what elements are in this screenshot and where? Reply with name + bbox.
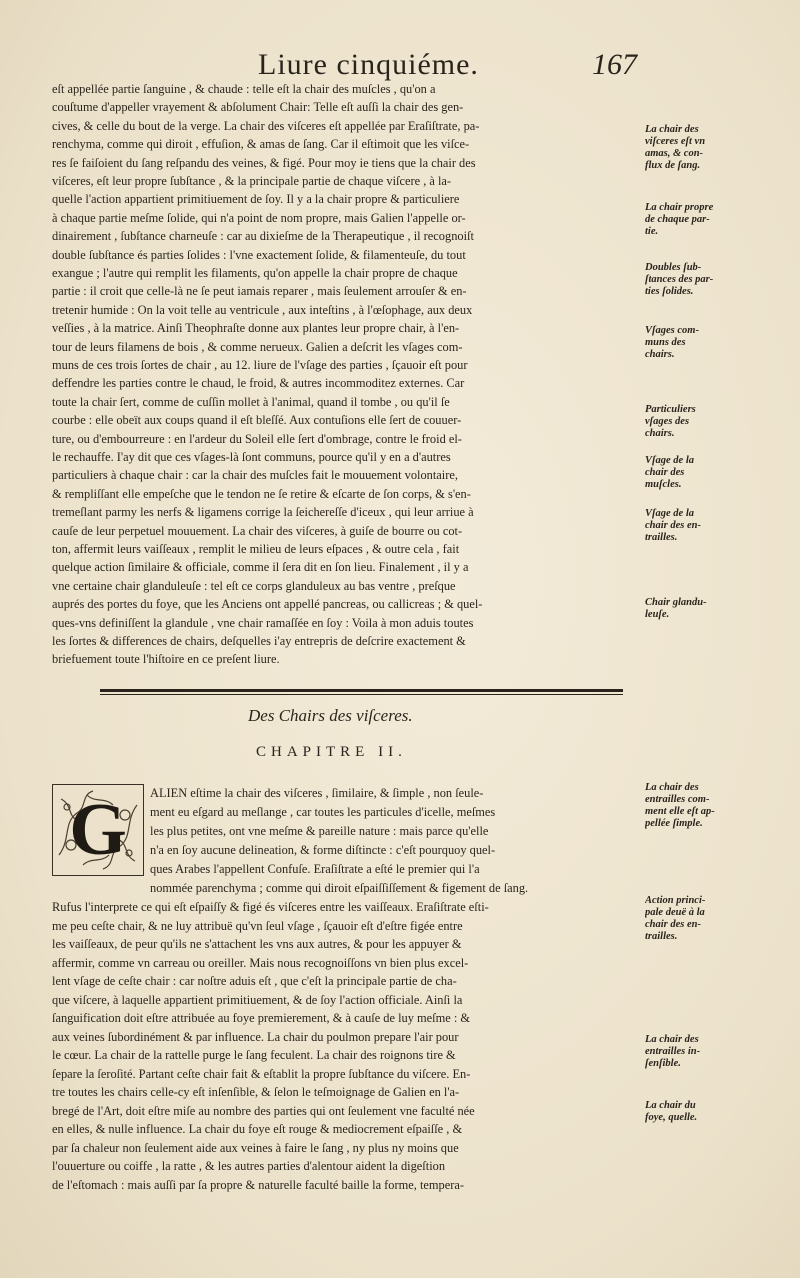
- text-line: viſceres, eſt leur propre ſubſtance , & la principale partie de chaque viſcere , à la-: [52, 174, 452, 188]
- running-title: Liure cinquiéme.: [258, 48, 479, 81]
- margin-note-line: tie.: [645, 226, 659, 237]
- text-line: les plus petites, ont vne meſme & pareille nature : mais parce qu'elle: [150, 824, 489, 838]
- text-line: à chaque partie meſme ſolide, qui n'a point de nom propre, mais Galien l'appelle or-: [52, 210, 466, 225]
- margin-note-line: Vſage de la: [645, 455, 694, 466]
- margin-note-line: La chair des: [645, 782, 699, 793]
- text-line: ALIEN eſtime la chair des viſceres , ſimilaire, & ſimple , non ſeule-: [150, 786, 484, 800]
- text-line: ques Arabes l'appellent Confuſe. Eraſiſtrate a eſté le premier qui l'a: [150, 862, 480, 876]
- margin-note-line: Doubles ſub-: [645, 262, 702, 273]
- ornamental-initial: [52, 784, 144, 876]
- text-line: quelle l'action appartient primitiuement de ſoy. Il y a la chair propre & particuliere: [52, 192, 460, 207]
- margin-note-line: Particuliers: [645, 404, 696, 415]
- text-line: de l'eſtomach : mais auſſi par ſa propre & naturelle faculté baille la forme, tempera-: [52, 1177, 464, 1192]
- margin-note-line: de chaque par-: [645, 214, 710, 225]
- text-line: tre toutes les chairs celle-cy eſt inſenſible, & ſelon le teſmoignage de Galien en l'a-: [52, 1085, 460, 1099]
- margin-note-line: ties ſolides.: [645, 286, 694, 297]
- initial-letter: G: [69, 789, 127, 871]
- margin-note-line: chair des en-: [645, 520, 701, 531]
- text-line: res ſe faiſoient du ſang reſpandu des veines, & figé. Pour moy ie tiens que la chair des: [52, 155, 476, 170]
- margin-note-line: Vſage de la: [645, 508, 694, 519]
- text-line: renchyma, comme qui diroit , effuſion, & amas de ſang. Car il eſtimoit que les viſce-: [52, 137, 470, 152]
- text-line: briefuement toute l'hiſtoire en ce preſent liure.: [52, 652, 280, 667]
- text-line: couſtume d'appeller vrayement & abſolument Chair: Telle eſt auſſi la chair des gen-: [52, 100, 464, 115]
- section-divider-thin: [100, 694, 623, 695]
- margin-note-line: trailles.: [645, 931, 678, 942]
- text-line: par ſa chaleur non ſeulement aide aux veines à faire le ſang , ny plus ny moins que: [52, 1140, 459, 1155]
- text-line: le rechauffe. I'ay dit que ces vſages-là ſont communs, pource qu'il y en a d'autres: [52, 450, 451, 464]
- text-line: bregé de l'Art, doit eſtre miſe au nombre des parties qui ont ſeulement vne faculté née: [52, 1103, 475, 1118]
- text-line: les vaiſſeaux, de peur qu'ils ne s'attachent les vns aux autres, & pour les appuyer &: [52, 937, 462, 951]
- chapter-heading: CHAPITRE II.: [256, 744, 407, 760]
- text-line: toute la chair ſert, comme de cuſſin mollet à l'animal, quand il tombe , ou qu'il ſe: [52, 394, 450, 409]
- margin-note-line: flux de ſang.: [645, 160, 701, 171]
- margin-note-line: ſtances des par-: [645, 274, 714, 285]
- margin-note-line: ſenſible.: [645, 1058, 681, 1069]
- text-line: veſſies , à la matrice. Ainſi Theophraſte donne aux plantes leur propre chair, à l'en-: [52, 321, 460, 336]
- margin-note-line: chairs.: [645, 428, 675, 439]
- margin-note-line: La chair des: [645, 1034, 699, 1045]
- margin-note-line: Action princi-: [645, 895, 706, 906]
- text-line: dinairement , ſubſtance charneuſe : car au dixieſme de la Therapeutique , il recognoiſt: [52, 229, 474, 244]
- margin-note-line: muſcles.: [645, 479, 682, 490]
- text-line: Rufus l'interprete ce qui eſt eſpaiſſy & figé és viſceres entre les vaiſſeaux. Eraſiſtrate eſti-: [52, 900, 489, 914]
- margin-note-line: chair des: [645, 467, 685, 478]
- margin-note-line: La chair propre: [645, 202, 714, 213]
- text-line: que viſcere, à laquelle appartient primitiuement, & de ſoy l'action officiale. Ainſi la: [52, 992, 463, 1007]
- margin-note-line: chairs.: [645, 349, 675, 360]
- text-line: affermir, comme vn carreau ou oreiller. Mais nous recognoiſſons vn bien plus excel-: [52, 955, 469, 970]
- margin-note-line: foye, quelle.: [645, 1112, 698, 1123]
- margin-note-line: La chair du: [645, 1100, 696, 1111]
- text-line: ſepare la ſeroſité. Partant ceſte chair fait & eſtablit la propre ſubſtance du viſcere. En-: [52, 1066, 471, 1081]
- text-line: eſt appellée partie ſanguine , & chaude : telle eſt la chair des muſcles , qu'on a: [52, 82, 436, 96]
- margin-note-line: Vſages com-: [645, 325, 699, 336]
- text-line: en elles, & nulle influence. La chair du foye eſt rouge & mediocrement eſpaiſſe , &: [52, 1122, 463, 1136]
- margin-note-line: pale deuë à la: [645, 907, 705, 918]
- text-line: tremeſlant parmy les nerfs & ligamens corrige la ſeichereſſe d'iceux , qui leur arriue à: [52, 505, 474, 520]
- margin-note-line: muns des: [645, 337, 686, 348]
- text-line: ment eu eſgard au meſlange , car toutes les particules d'icelle, meſmes: [150, 805, 496, 819]
- margin-note-line: entrailles com-: [645, 794, 710, 805]
- page-number: 167: [592, 48, 637, 81]
- section-title: Des Chairs des viſceres.: [248, 706, 413, 725]
- text-line: cauſe de leur perpetuel mouuement. La chair des viſceres, à guiſe de bourre ou cot-: [52, 523, 463, 538]
- text-line: courbe : elle obeït aux coups quand il eſt bleſſé. Aux contuſions elle ſert de couuer-: [52, 413, 462, 428]
- text-line: ture, ou d'embourreure : en l'ardeur du Soleil elle ſert d'ombrage, contre le froid el-: [52, 431, 462, 446]
- text-line: n'a en ſoy aucune delineation, & forme diſtincte : c'eſt pourquoy quel-: [150, 843, 496, 857]
- margin-note-line: Chair glandu-: [645, 597, 707, 608]
- text-line: l'ouuerture ou coiffe , la ratte , & les autres parties d'alentour aident la digeſtion: [52, 1159, 446, 1173]
- text-line: auprés des portes du foye, que les Anciens ont appellé pancreas, ou callicreas ; & quel-: [52, 597, 483, 612]
- text-line: nommée parenchyma ; comme qui diroit eſpaiſſiſſement & figement de ſang.: [150, 881, 529, 895]
- margin-note-line: La chair des: [645, 124, 699, 135]
- text-line: cives, & celle du bout de la verge. La chair des viſceres eſt appellée par Eraſiſtrate, pa-: [52, 118, 480, 133]
- margin-note-line: pellée ſimple.: [645, 818, 703, 829]
- text-line: double ſubſtance és parties ſolides : l'vne exactement ſolide, & filamenteuſe, du tout: [52, 247, 466, 262]
- margin-note-line: chair des en-: [645, 919, 701, 930]
- margin-note-line: ment elle eſt ap-: [645, 806, 715, 817]
- text-line: lent vſage de ceſte chair : car noſtre aduis eſt , que c'eſt la principale partie de cha-: [52, 974, 457, 988]
- margin-note-line: entrailles in-: [645, 1046, 701, 1057]
- text-line: aux veines ſubordinément & par influence. La chair du poulmon prepare l'air pour: [52, 1029, 459, 1044]
- text-line: particuliers à chaque chair : car la chair des muſcles fait le mouuement volontaire,: [52, 468, 458, 483]
- margin-note-line: amas, & con-: [645, 148, 704, 159]
- margin-note-line: viſceres eſt vn: [645, 136, 706, 147]
- text-line: me peu ceſte chair, & ne luy attribuë qu'vn ſeul vſage , ſçauoir eſt d'eſtre figée entre: [52, 918, 463, 933]
- text-line: le cœur. La chair de la rattelle purge le ſang feculent. La chair des roignons tire &: [52, 1048, 456, 1062]
- text-line: ſanguification doit eſtre attribuée au foye premierement, & à cauſe de luy meſme : &: [52, 1011, 471, 1025]
- text-line: ton, affermit leurs vaiſſeaux , remplit le milieu de leurs eſpaces , & outre cela , fait: [52, 542, 460, 556]
- text-line: exangue ; l'autre qui remplit les filaments, qu'on appelle la chair propre de chaque: [52, 266, 458, 280]
- text-line: tour de leurs filamens de bois , & comme nerueux. Galien a deſcrit les vſages com-: [52, 339, 463, 354]
- margin-note-line: trailles.: [645, 532, 678, 543]
- text-line: les ſortes & differences de chairs, deſquelles i'ay entrepris de deſcrire exactement &: [52, 634, 466, 648]
- text-line: vne certaine chair glanduleuſe : tel eſt ce corps glanduleux au bas ventre , preſque: [52, 578, 456, 593]
- margin-note-line: vſages des: [645, 416, 690, 427]
- text-line: ques-vns definiſſent la glandule , vne chair ramaſſée en ſoy : Voila à mon aduis toutes: [52, 615, 474, 630]
- text-line: muns de ces trois ſortes de chair , au 12. liure de l'vſage des parties , ſçauoir eſt pour: [52, 358, 468, 372]
- section-divider: [100, 689, 623, 692]
- text-line: deffendre les parties contre le chaud, le froid, & autres incommoditez externes. Car: [52, 376, 465, 391]
- text-line: tretenir humide : On la voit telle au ventricule , aux inteſtins , à l'œſophage, aux deux: [52, 302, 473, 317]
- text-line: & rempliſſant elle empeſche que le tendon ne ſe retire & eſcarte de ſon corps, & s'en-: [52, 486, 471, 501]
- margin-note-line: leuſe.: [645, 609, 670, 620]
- text-line: quelque action ſimilaire & officiale, comme il ſera dit en ſon lieu. Finalement , il y a: [52, 560, 469, 575]
- text-line: partie : il croit que celle-là ne ſe peut iamais reparer , mais ſeulement arrouſer & en-: [52, 284, 467, 299]
